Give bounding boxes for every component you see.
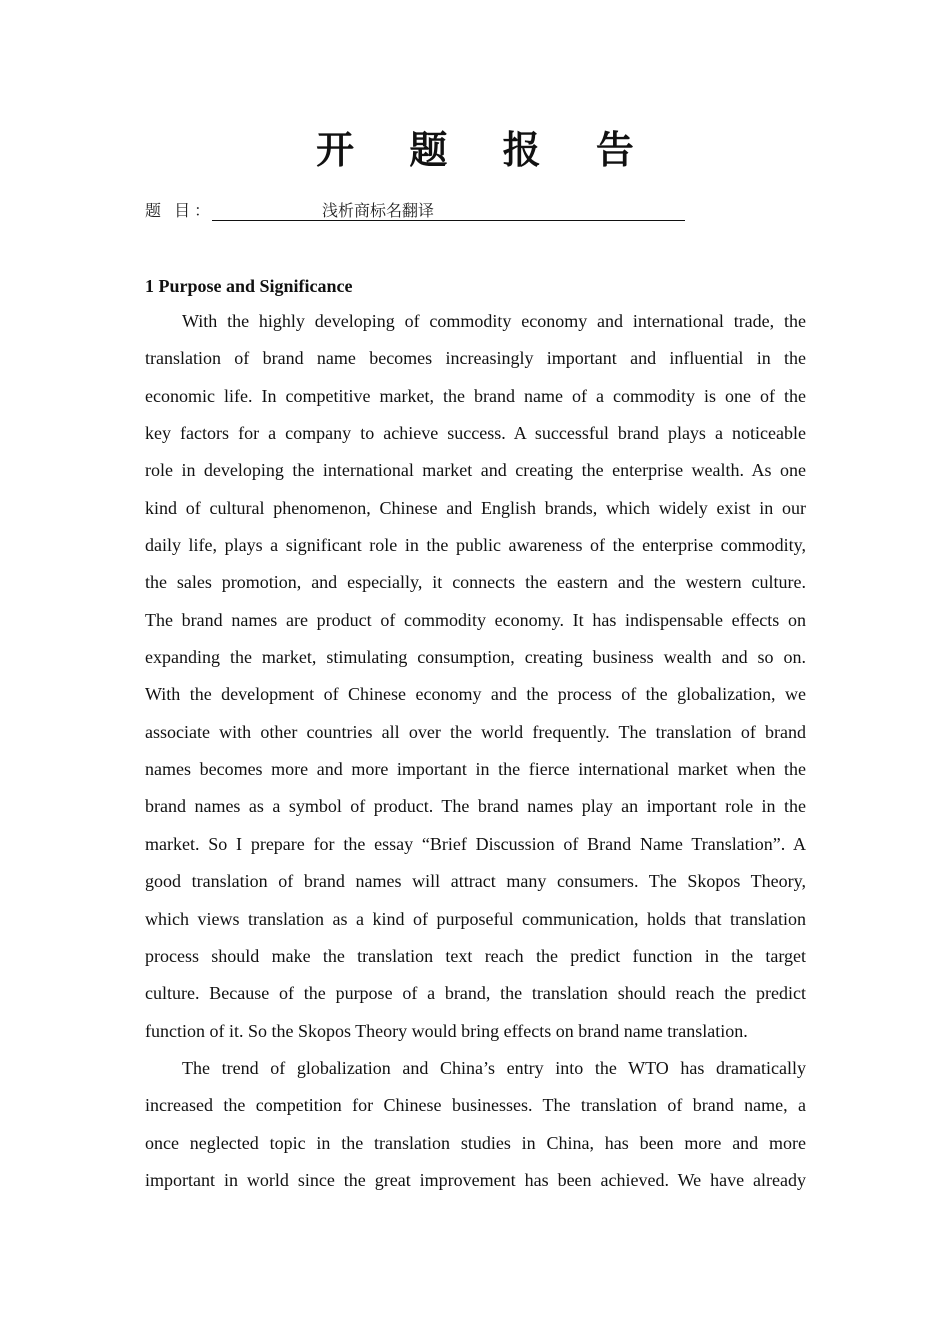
title-char: 题: [409, 128, 448, 172]
text-line: the sales promotion, and especially, it connects the eastern and the western culture.: [145, 572, 806, 593]
text-line: market. So I prepare for the essay “Brief Discussion of Brand Name Translation”. A: [145, 833, 806, 854]
text-line: which views translation as a kind of purposeful communication, holds that translation: [145, 908, 806, 929]
text-line: good translation of brand names will attract many consumers. The Skopos Theory,: [145, 871, 806, 892]
text-line: kind of cultural phenomenon, Chinese and English brands, which widely exist in our: [145, 497, 806, 518]
text-line: economic life. In competitive market, the brand name of a commodity is one of the: [145, 385, 806, 406]
text-line: role in developing the international market and creating the enterprise wealth. As one: [145, 460, 806, 481]
topic-row: [145, 199, 435, 225]
text-line: once neglected topic in the translation studies in China, has been more and more: [145, 1132, 806, 1153]
paragraph: [145, 1056, 806, 1205]
page-title: [0, 124, 950, 176]
text-line: With the highly developing of commodity economy and international trade, the: [182, 311, 806, 331]
text-line: With the development of Chinese economy and the process of the globalization, we: [145, 684, 806, 705]
section-heading: 1 Purpose and Significance: [145, 276, 353, 296]
text-line: important in world since the great improvement has been achieved. We have already: [145, 1169, 806, 1190]
text-line: The trend of globalization and China’s entry into the WTO has dramatically: [182, 1057, 806, 1078]
topic-field: [212, 199, 685, 221]
title-char: 开: [316, 128, 355, 172]
text-line: names becomes more and more important in the fierce international market when the: [145, 759, 806, 780]
text-line: key factors for a company to achieve success. A successful brand plays a noticeable: [145, 423, 806, 444]
topic-value: 浅析商标名翻译: [322, 201, 435, 220]
text-line: process should make the translation text reach the predict function in the target: [145, 945, 806, 966]
text-line: translation of brand name becomes increasingly important and influential in the: [145, 348, 806, 369]
text-line: The brand names are product of commodity economy. It has indispensable effects on: [145, 609, 806, 630]
text-line: function of it. So the Skopos Theory would bring effects on brand name translation.: [145, 1020, 748, 1041]
text-line: daily life, plays a significant role in the public awareness of the enterprise commodity,: [145, 535, 806, 556]
topic-label: 题 目：: [145, 201, 215, 220]
text-line: increased the competition for Chinese businesses. The translation of brand name, a: [145, 1095, 806, 1116]
text-line: culture. Because of the purpose of a brand, the translation should reach the predict: [145, 983, 806, 1004]
text-line: brand names as a symbol of product. The brand names play an important role in the: [145, 796, 806, 817]
text-line: associate with other countries all over the world frequently. The translation of brand: [145, 721, 806, 742]
title-char: 报: [502, 128, 541, 172]
section-body: [145, 309, 806, 1205]
title-char: 告: [595, 128, 634, 172]
text-line: expanding the market, stimulating consumption, creating business wealth and so on.: [145, 647, 806, 668]
paragraph: [145, 309, 806, 1056]
